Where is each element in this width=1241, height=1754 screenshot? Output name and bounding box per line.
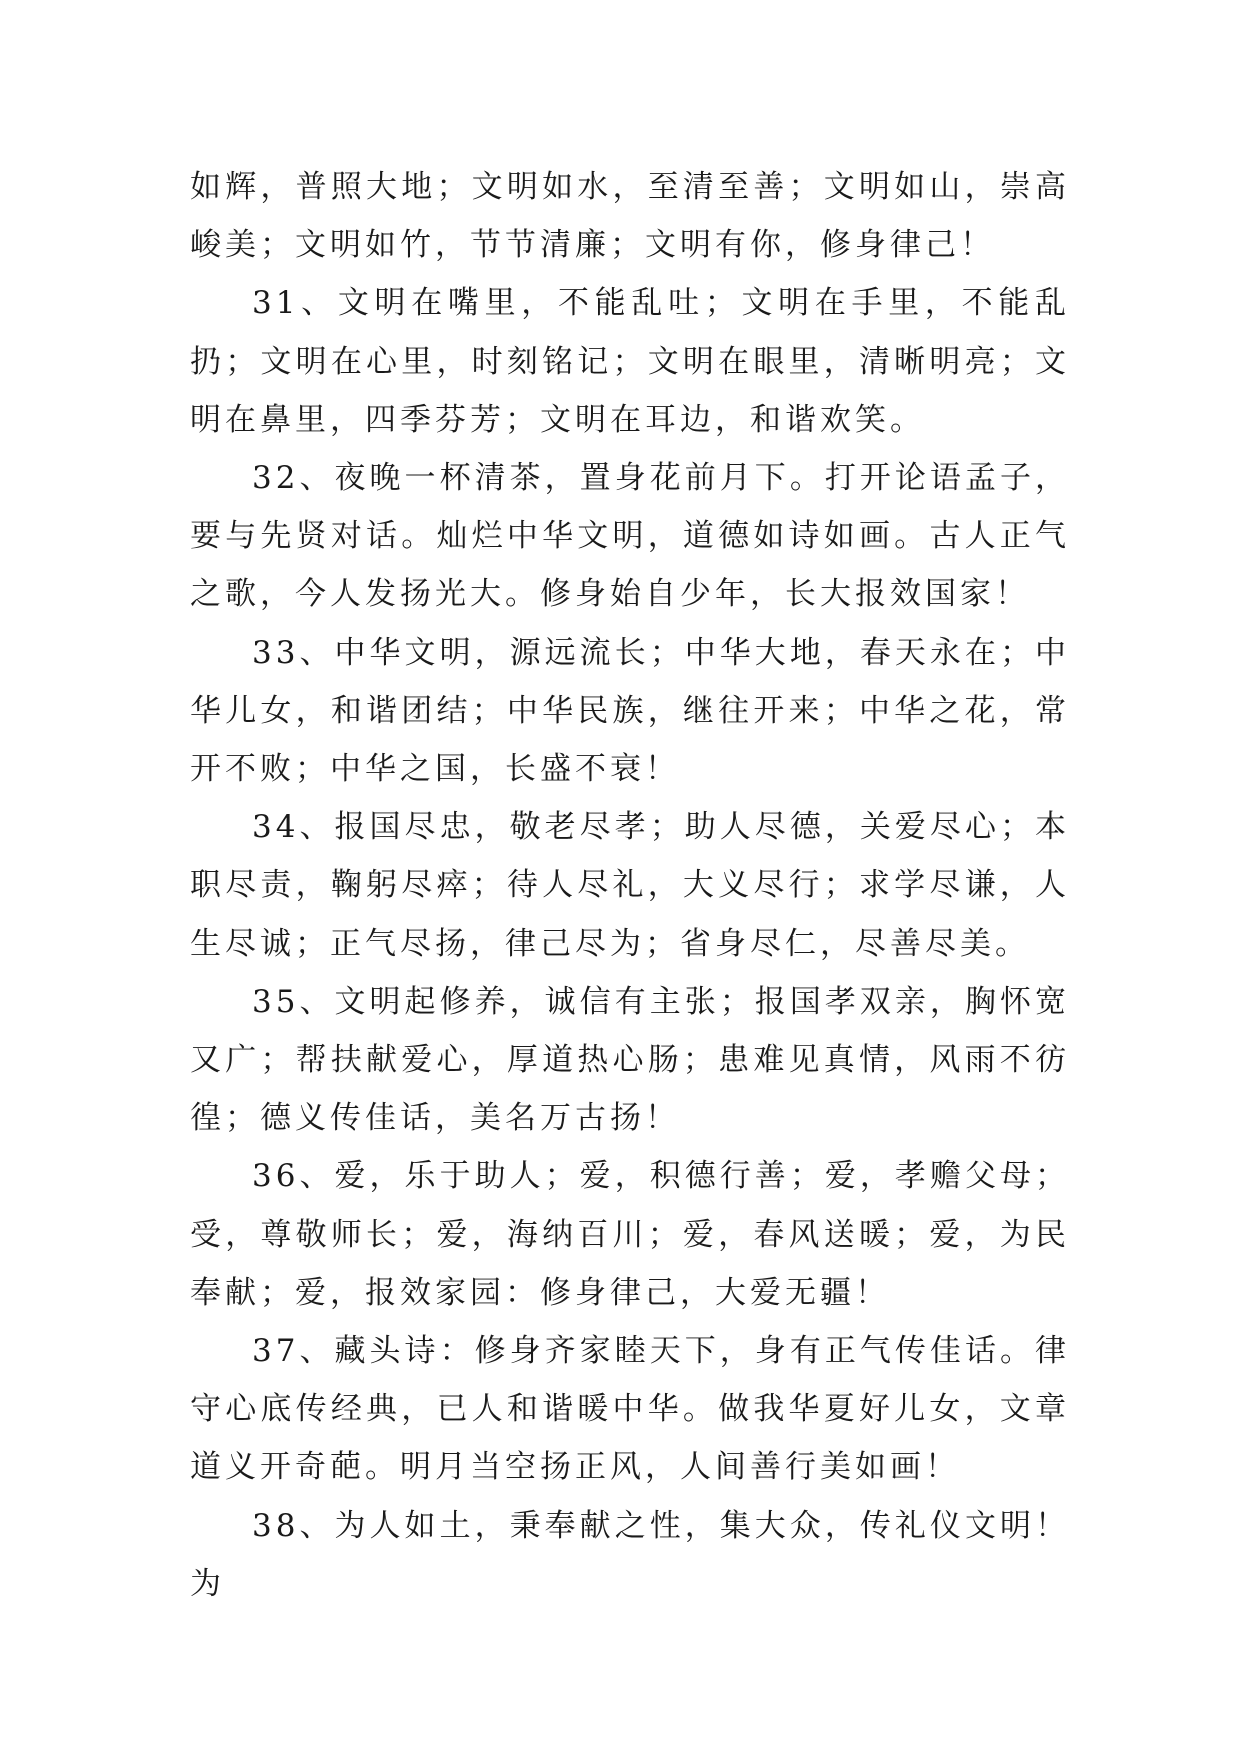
paragraph-continuation: 如辉，普照大地；文明如水，至清至善；文明如山，崇高峻美；文明如竹，节节清廉；文明有你，修身律己！: [190, 169, 1070, 264]
paragraph-38: 38、为人如土，秉奉献之性，集大众，传礼仪文明！为: [190, 1507, 1070, 1602]
document-body: [190, 158, 1070, 1613]
paragraph-33: 33、中华文明，源远流长；中华大地，春天永在；中华儿女，和谐团结；中华民族，继往开来；中华之花，常开不败；中华之国，长盛不衰！: [190, 634, 1070, 788]
paragraph-34: 34、报国尽忠，敬老尽孝；助人尽德，关爱尽心；本职尽责，鞠躬尽瘁；待人尽礼，大义尽行；求学尽谦，人生尽诚；正气尽扬，律己尽为；省身尽仁，尽善尽美。: [190, 809, 1070, 962]
paragraph-36: 36、爱，乐于助人；爱，积德行善；爱，孝赡父母；受，尊敬师长；爱，海纳百川；爱，春风送暖；爱，为民奉献；爱，报效家园：修身律己，大爱无疆！: [190, 1158, 1070, 1311]
paragraph-37: 37、藏头诗：修身齐家睦天下，身有正气传佳话。律守心底传经典，已人和谐暖中华。做我华夏好儿女，文章道义开奇葩。明月当空扬正风，人间善行美如画！: [190, 1333, 1070, 1486]
paragraph-35: 35、文明起修养，诚信有主张；报国孝双亲，胸怀宽又广；帮扶献爱心，厚道热心肠；患难见真情，风雨不彷徨；德义传佳话，美名万古扬！: [190, 983, 1070, 1137]
paragraph-31: 31、文明在嘴里，不能乱吐；文明在手里，不能乱扔；文明在心里，时刻铭记；文明在眼里，清晰明亮；文明在鼻里，四季芬芳；文明在耳边，和谐欢笑。: [190, 285, 1070, 438]
paragraph-32: 32、夜晚一杯清茶，置身花前月下。打开论语孟子，要与先贤对话。灿烂中华文明，道德如诗如画。古人正气之歌，今人发扬光大。修身始自少年，长大报效国家！: [190, 460, 1070, 613]
